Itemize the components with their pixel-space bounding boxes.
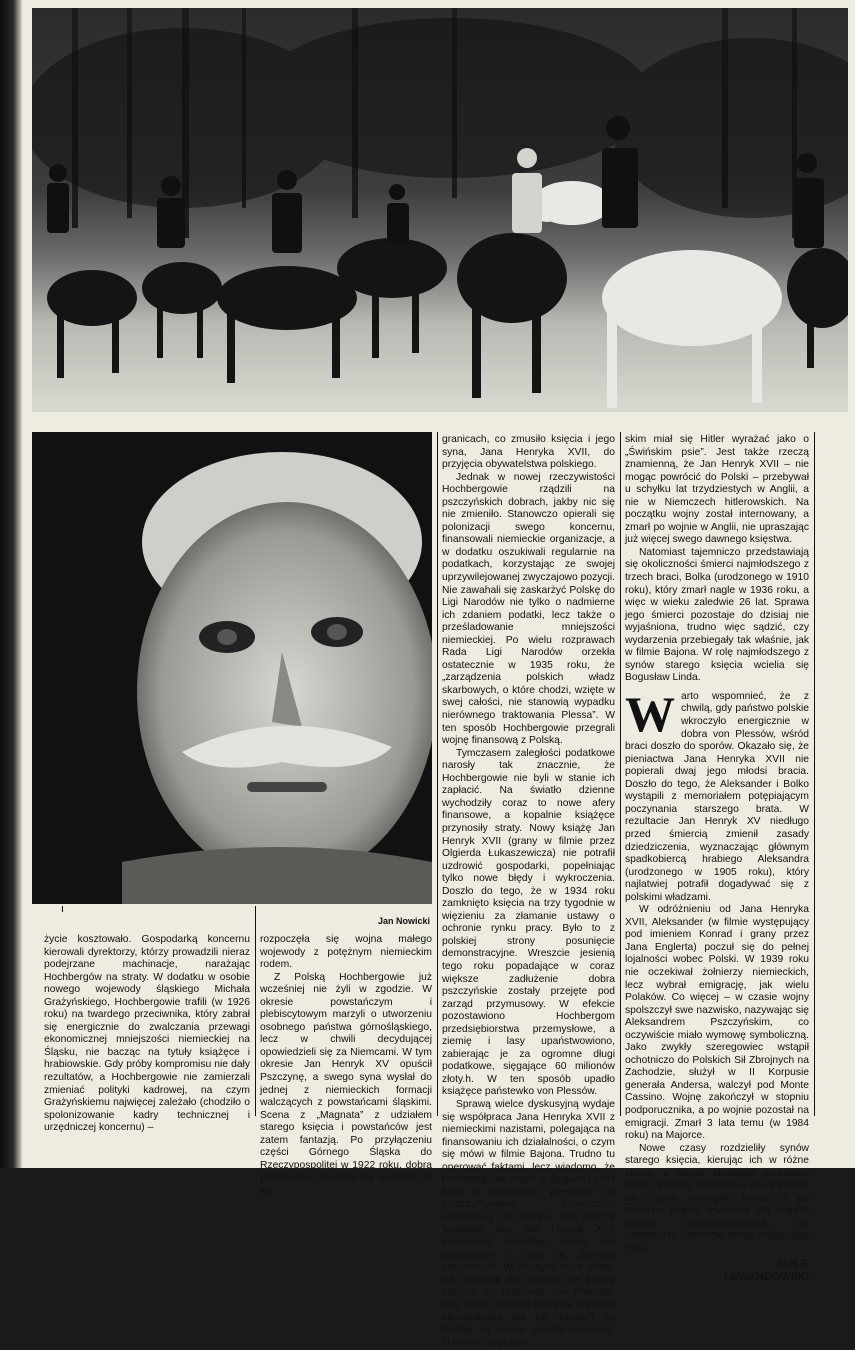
paragraph: W odróżnieniu od Jana Henryka XVII, Aleksander (w filmie występujący pod imieniem Konrad i grany przez Jana Englerta) poczuł się do pełnej lojalności wobec Polski. W 1939 roku nie oczekiwał żołnierzy niemieckich, lecz wybrał emigrację, jak wielu Polaków. Co więcej – w czasie wojny spolszczył swe nazwisko, nazywając się Aleksandrem Pszczyńskim, co oczywiście miało wymowę symboliczną. Jako zwykły szeregowiec wstąpił ochotniczo do Polskich Sił Zbrojnych na Zachodzie, służył w II Korpusie generała Andersa, walczył pod Monte Cassino. Wojnę zakończył w stopniu podporucznika, a po wojnie pozostał na emigracji. Zmarł 3 lata temu (w 1984 roku) na Majorce.: [625, 904, 809, 1142]
column-far-right: [625, 434, 809, 1284]
column-rule: [814, 432, 815, 1116]
paragraph: granicach, co zmusiło księcia i jego syna, Jana Henryka XVII, do przyjęcia obywatelstwa polskiego.: [442, 434, 615, 471]
dropcap-paragraph: [625, 685, 809, 904]
column-bottom-left: [44, 934, 250, 1135]
author-signature: [625, 1258, 809, 1284]
author-line-2: LEWANDOWSKI: [724, 1270, 809, 1283]
column-rule: [62, 906, 63, 912]
paragraph: Nowe czasy rozdzieliły synów starego księcia, kierując ich w różne strony, a nawet stawiając przeciwko sobie. Zresztą panowanie von Plessów na Śląsku dobiegało końca, a po ostatniej wojnie wszystkie ich majątki zostały znacjonalizowane, co ostatecznie zamknęło dzieje książęcego rodu.: [625, 1142, 809, 1254]
paragraph-text: arto wspomnieć, że z chwilą, gdy państwo polskie wkroczyło energicznie w dobra von Plessów, wśród braci doszło do sporów. Okazało się, że pieniactwa Jana Henryka XVII nie popierali dwaj jego młodsi bracia. Doszło do tego, że Aleksander i Bolko wystąpili z memoriałem potępiającym poczynania starszego brata. W rezultacie Jan Henryk XV niedługo przed śmiercią zmienił zasady dziedziczenia, wyznaczając głównym spadkobiercą hrabiego Aleksandra (urodzonego w 1905 roku), który najlatwiej potrafił dogadywać się z polskimi władzami.: [625, 690, 809, 903]
paragraph: Z Polską Hochbergowie już wcześniej nie żyli w zgodzie. W okresie powstańczym i plebiscytowym marzyli o utworzeniu osobnego państwa górnośląskiego, lecz w chwili decydującej opowiedzieli się za Niemcami. W tym okresie Jan Henryk XV opuścił Pszczynę, a swego syna wysłał do jednej z niemieckich formacji walczących z powstańcami śląskimi. Scena z „Magnata” z udziałem starego księcia i powstańców jest zatem fantazją. Po przyłączeniu części Górnego Śląska do Rzeczypospolitej w 1922 roku, dobra pszczyńskie znalazły się w całości w jej: [260, 971, 432, 1196]
paragraph: życie kosztowało. Gospodarką koncernu kierowali dyrektorzy, którzy prowadzili nieraz podejrzane machinacje, narażając Hochbergów na straty. W dodatku w osobie nowego wojewody śląskiego Michała Grażyńskiego, Hochbergowie trafili (w 1926 roku) na twardego przeciwnika, który zabrał się energicznie do zwalczania przewagi ekonomicznej mniejszości niemieckiej na Śląsku, nie bacząc na tytuły książęce i hrabiowskie. Gdy próby kompromisu nie dały rezultatów, a Hochbergowie nie zamierzali zmieniać polityki kadrowej, na czym Grażyńskiemu najwięcej zależało (chodziło o spolonizowanie kadry technicznej i urzędniczej koncernu) –: [44, 934, 250, 1134]
previous-page-edge: [0, 0, 22, 1168]
portrait-photo: [32, 432, 432, 904]
paragraph: Natomiast tajemniczo przedstawiają się okoliczności śmierci najmłodszego z trzech braci, Bolka (urodzonego w 1910 roku), który zmarł nagle w 1936 roku, a więc w wieku zaledwie 26 lat. Sprawa jego śmierci pozostaje do dzisiaj nie wyjaśniona, trudno więc sądzić, czy wydarzenia przebiegały tak właśnie, jak w filmie Bajona. W rolę najmłodszego z synów starego księcia wcielia się Bogusław Linda.: [625, 546, 809, 684]
author-line-1: JAN F.: [775, 1257, 809, 1270]
dropcap-letter: W: [625, 685, 675, 742]
paragraph: skim miał się Hitler wyrażać jako o „Świńskim psie”. Jest także rzeczą znamienną, że Jan Henryk XVII – nie mogąc powrócić do Polski – przebywał u schyłku lat trzydziestych w Anglii, a nie w Niemczech hitlerowskich. Na początku wojny został internowany, a zmarł po wojnie w Anglii, nie upraszając już więcej swego dawnego księstwa.: [625, 434, 809, 546]
column-rule: [437, 432, 438, 1116]
paragraph: Tymczasem zaległości podatkowe narosły tak znacznie, że Hochbergowie nie byli w stanie ich zapłacić. Na światło dzienne wychodziły coraz to nowe afery finansowe, a kopalnie książęce przynosiły straty. Nowy książę Jan Henryk XVII (grany w filmie przez Olgierda Łukaszewicza) nie potrafił uzdrowić gospodarki, popełniając tylko nowe błędy i wykroczenia. Doszło do tego, że w 1934 roku zamknięto księcia na trzy tygodnie w więzieniu za złamanie ustawy o ochronie rynku pracy. Było to z polskiej strony posunięcie demonstracyjne. Wreszcie jesienią tego roku popadające w coraz większe zadłużenie dobra pszczyńskie zostały przejęte pod zarząd przymusowy. W efekcie pozostawiono Hochbergom przedsiębiorstwa przemysłowe, a ziemię i lasy upaństwowiono, zabierając je za ogromne długi podatkowe, sięgające 60 milionów złoty.h. W ten sposób upadło książęce państewko von Plessów.: [442, 747, 615, 1098]
column-right-middle: [442, 434, 615, 1350]
column-rule: [620, 432, 621, 1116]
photo-credit: Jan Nowicki: [377, 916, 430, 926]
column-bottom-middle: [260, 934, 432, 1197]
paragraph: Sprawą wielce dyskusyjną wydaje się współpraca Jana Henryka XVII z niemieckimi nazistami, polegająca na finansowaniu ich działalności, o czym się mówi w filmie Bajona. Trudno tu operować faktami, lecz wiadomo, że Hochbergowie tonęli w długach i sami brali w Niemczech pieniądze na podtrzymywanie mniejszości niemieckiej na Śląsku. Jest rzeczą wątpliwą, aby Jan Henryk XVII finansował nazistów, skoro nie pozostawał z nimi w dobrych stosunkach. W każdym razie Hitler, gdy doszedł do władzy, nie kiwnął palcem, by uratować von Plessów, lecz nawet wycofał poparcie państwa niemieckiego dla ich zażaleń na Polskę na arenie międzynarodowej. O księciu pszczyń-: [442, 1098, 615, 1349]
paragraph: Jednak w nowej rzeczywistości Hochbergowie rządzili na pszczyńskich dobrach, jakby nic się nie zmieniło. Stanowczo opierali się polonizacji swego koncernu, finansowali niemieckie organizacje, a w dodatku oszukiwali regularnie na podatkach, korzystając ze swojej uprzywilejowanej zwyczajowo pozycji. Nie zawahali się zaskarżyć Polskę do Ligi Narodów nie tylko o nadmierne ich zdaniem podatki, lecz także o prześladowanie mniejszości niemieckiej. Po wielu rozprawach Rada Ligi Narodów orzekła ostatecznie w 1935 roku, że „zarządzenia polskich władz skarbowych, o które chodzi, wzięte w swej całości, nie stanowią wypadku nierównego traktowania Plessa”. W ten sposób Hochbergowie przegrali wojnę finansową z Polską.: [442, 471, 615, 747]
column-rule: [255, 906, 256, 1116]
hunting-riders-photo: [32, 8, 848, 412]
paragraph: rozpoczęła się wojna małego wojewody z potężnym niemieckim rodem.: [260, 934, 432, 971]
